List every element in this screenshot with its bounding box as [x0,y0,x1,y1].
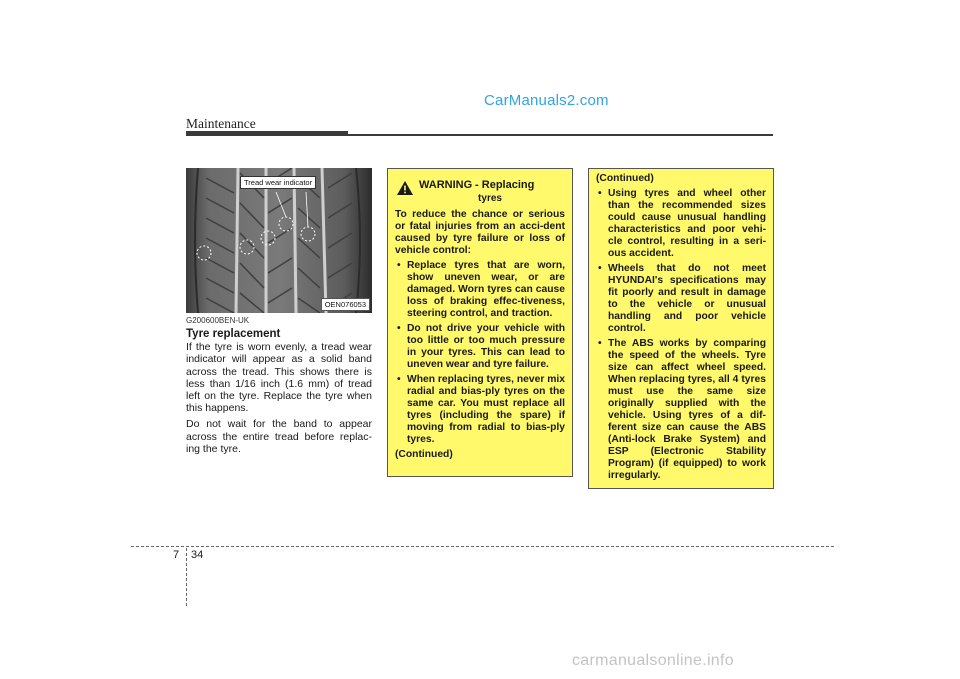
footer-divider [131,546,834,547]
watermark-top: CarManuals2.com [484,92,609,109]
warning-triangle-icon [397,181,413,195]
chapter-number: 7 [173,549,180,561]
footer-vertical-divider [186,548,187,606]
continued-box [588,168,774,489]
warning-title: WARNING [419,179,473,191]
page-number: 34 [191,549,204,561]
paragraph-do-not-wait: Do not wait for the band to appear across the entire tread before replac-ing the tyre. [186,418,372,455]
tyre-replacement-heading: Tyre replacement [186,328,281,340]
continued-bullet-list [596,188,766,482]
paragraph-tread-indicator: If the tyre is worn evenly, a tread wear indicator will appear as a solid band across the tread. This shows there is less than 1/16 inch (1.6 mm) of tread left on the tyre. Replace the tyre when this happens. [186,341,372,415]
warning-bullet: • When replacing tyres, never mix radial and bias-ply tyres on the same car. You must replace all tyres (including the spare) if moving from radial to bias-ply tyres. [395,374,565,446]
section-title: Maintenance [186,116,256,131]
continued-bullet: • The ABS works by comparing the speed of the wheels. Tyre size can affect wheel speed. When replacing tyres, all 4 tyres must use the same size originally supplied with the vehicle. Using tyres of a dif-ferent size can cause the ABS (Anti-lock Brake System) and ESP (Electronic Stability Program) (if equipped) to work irregularly. [596,338,766,482]
left-column-text [186,328,372,459]
tyre-tread-image [186,168,372,313]
watermark-bottom: carmanualsonline.info [572,652,734,669]
tyre-photo [186,168,372,313]
header-rule-thin [348,134,773,136]
continued-bullet: • Using tyres and wheel other than the recommended sizes could cause unusual handling characteristics and poor vehi-cle control, resulting in a seri-ous accident. [596,188,766,260]
warning-subtitle-2: tyres [478,193,502,204]
continued-bullet: • Wheels that do not meet HYUNDAI's specifications may fit poorly and result in damage to the vehicle or unusual handling and poor vehicle control. [596,263,766,335]
warning-intro: To reduce the chance or serious or fatal injuries from an acci-dent caused by tyre failure or loss of vehicle control: [395,209,565,256]
warning-box [387,168,573,477]
warning-bullet: • Replace tyres that are worn, show uneven wear, or are damaged. Worn tyres can cause loss of braking effec-tiveness, steering control, and traction. [395,260,565,320]
tread-wear-indicator-label: Tread wear indicator [240,176,316,189]
section-code: G200600BEN-UK [186,316,250,325]
warning-continued: (Continued) [395,449,453,460]
header-rule-thick [186,131,348,136]
photo-code-label: OEN076053 [321,298,370,311]
warning-bullet: • Do not drive your vehicle with too little or too much pressure in your tyres. This can lead to uneven wear and tyre failure. [395,323,565,371]
warning-bullet-list [395,260,565,446]
warning-subtitle-1: - Replacing [475,179,535,191]
continued-heading: (Continued) [596,173,654,184]
